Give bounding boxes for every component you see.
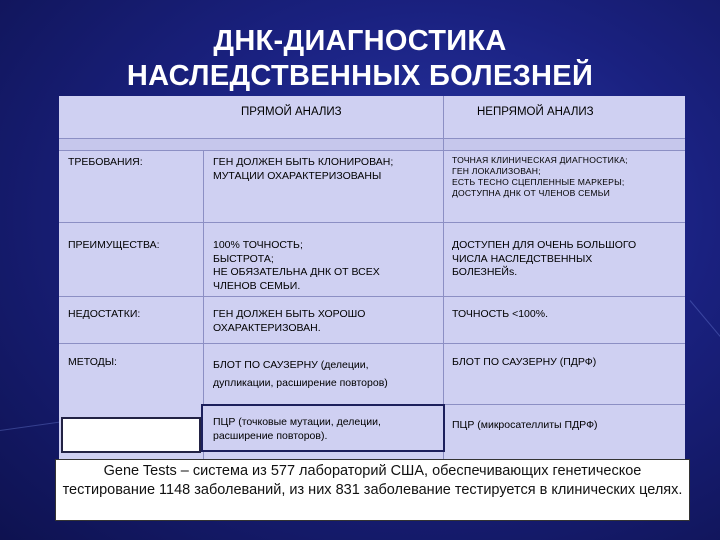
row-divider — [59, 138, 685, 139]
advantages-direct: 100% ТОЧНОСТЬ; БЫСТРОТА; НЕ ОБЯЗАТЕЛЬНА ДНК ОТ ВСЕХ ЧЛЕНОВ СЕМЬИ. — [213, 239, 380, 292]
row-divider — [59, 296, 685, 297]
row-label-disadvantages: НЕДОСТАТКИ: — [68, 308, 141, 320]
row-divider — [59, 150, 685, 151]
row-divider — [59, 343, 685, 344]
background-deco-line — [0, 422, 59, 431]
methods-indirect-pcr: ПЦР (микросателлиты ПДРФ) — [452, 419, 598, 431]
methods-direct-southern: БЛОТ ПО САУЗЕРНУ (делеции, дупликации, расширение повторов) — [213, 359, 388, 389]
title-line-2: НАСЛЕДСТВЕННЫХ БОЛЕЗНЕЙ — [126, 60, 594, 92]
blank-cell-box — [61, 417, 201, 453]
methods-direct-pcr: ПЦР (точковые мутации, делеции, расширение повторов). — [213, 416, 381, 442]
header-indirect-analysis: НЕПРЯМОЙ АНАЛИЗ — [477, 106, 594, 118]
requirements-direct: ГЕН ДОЛЖЕН БЫТЬ КЛОНИРОВАН; МУТАЦИИ ОХАРАКТЕРИЗОВАНЫ — [213, 156, 394, 182]
row-label-requirements: ТРЕБОВАНИЯ: — [68, 156, 143, 168]
disadvantages-indirect: ТОЧНОСТЬ <100%. — [452, 308, 548, 320]
title-line-1: ДНК-ДИАГНОСТИКА — [213, 25, 507, 57]
header-direct-analysis: ПРЯМОЙ АНАЛИЗ — [241, 106, 342, 118]
disadvantages-direct: ГЕН ДОЛЖЕН БЫТЬ ХОРОШО ОХАРАКТЕРИЗОВАН. — [213, 308, 366, 334]
requirements-indirect: ТОЧНАЯ КЛИНИЧЕСКАЯ ДИАГНОСТИКА; ГЕН ЛОКАЛИЗОВАН; ЕСТЬ ТЕСНО СЦЕПЛЕННЫЕ МАРКЕРЫ; ДОСТУПНА ДНК ОТ ЧЛЕНОВ СЕМЬИ — [452, 155, 628, 198]
advantages-indirect: ДОСТУПЕН ДЛЯ ОЧЕНЬ БОЛЬШОГО ЧИСЛА НАСЛЕДСТВЕННЫХ БОЛЕЗНЕЙs. — [452, 239, 637, 278]
background-deco-line — [690, 300, 720, 347]
footer-note — [55, 459, 690, 521]
row-label-methods: МЕТОДЫ: — [68, 356, 117, 368]
page-title — [0, 24, 720, 94]
pcr-direct-cell — [201, 404, 445, 452]
row-label-advantages: ПРЕИМУЩЕСТВА: — [68, 239, 160, 251]
footer-text: Gene Tests – система из 577 лабораторий США, обеспечивающих генетическое тестирование 1148 заболеваний, из них 831 заболевание тестируется в клинических целях. — [62, 463, 683, 498]
header-separator-band — [59, 138, 685, 150]
row-divider — [59, 222, 685, 223]
methods-indirect-southern: БЛОТ ПО САУЗЕРНУ (ПДРФ) — [452, 356, 597, 368]
